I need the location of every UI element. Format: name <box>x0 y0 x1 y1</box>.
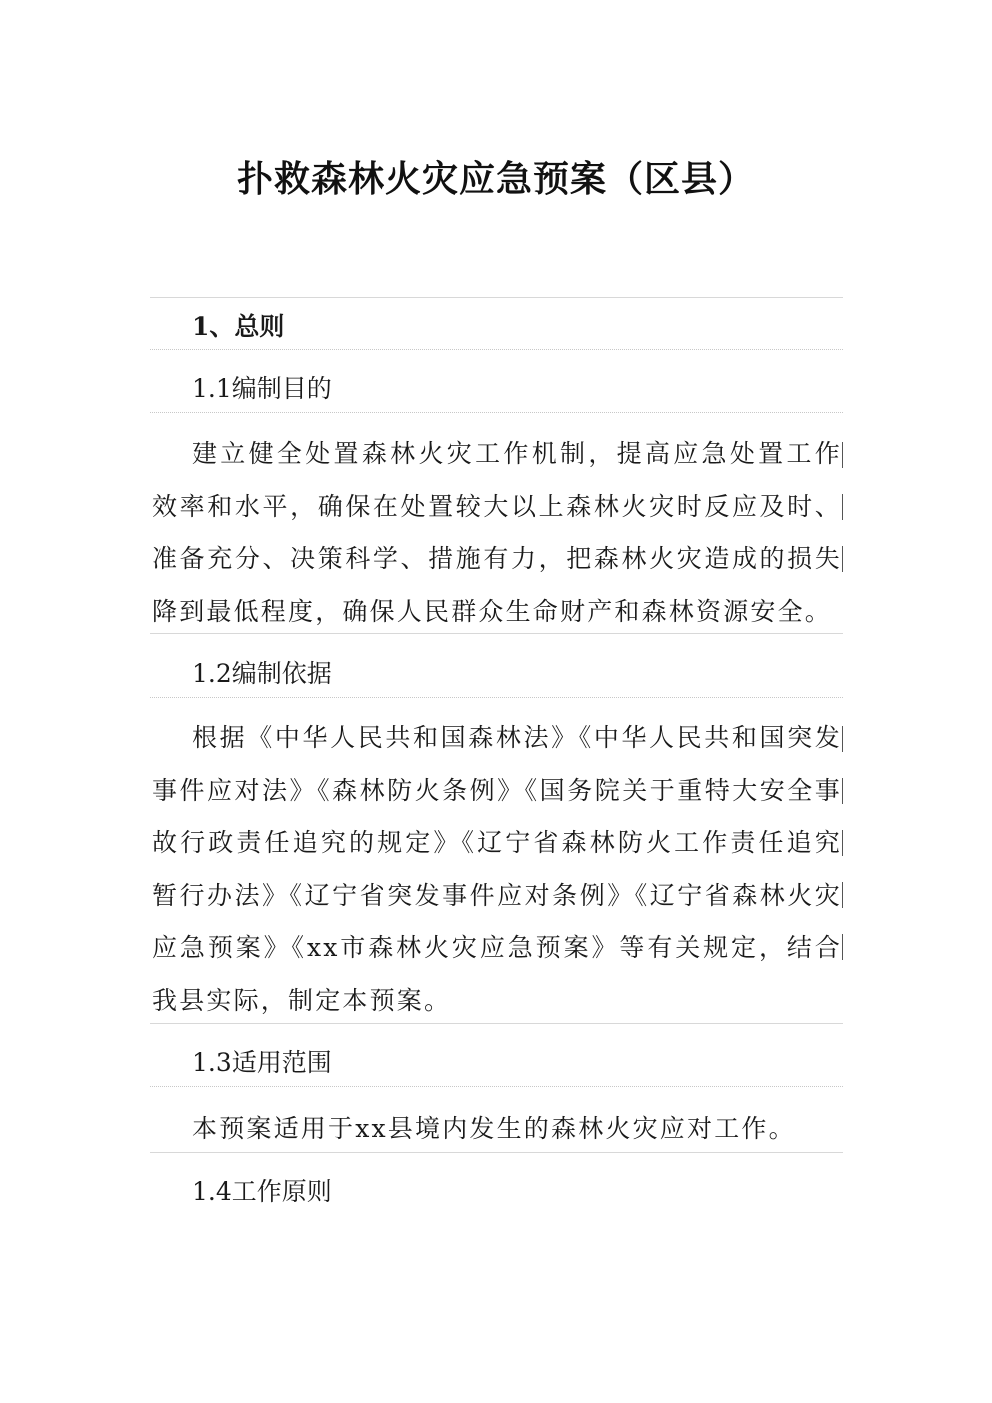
section-divider <box>150 633 843 634</box>
section-divider <box>150 697 843 698</box>
text-cursor-bar <box>842 882 843 908</box>
text-cursor-bar <box>842 934 843 960</box>
text-cursor-bar <box>842 830 843 856</box>
text-cursor-bar <box>842 778 843 804</box>
section-divider <box>150 1086 843 1087</box>
text-cursor-bar <box>842 442 843 468</box>
section-heading-general: 1、总则 <box>192 312 285 341</box>
paragraph-basis: 根据《中华人民共和国森林法》《中华人民共和国突发事件应对法》《森林防火条例》《国务院关于重特大安全事故行政责任追究的规定》《辽宁省森林防火工作责任追究暂行办法》《辽宁省突发事件应对条例》《辽宁省森林火灾应急预案》《xx市森林火灾应急预案》等有关规定，结合我县实际，制定本预案。 <box>152 723 842 1015</box>
text-cursor-bar <box>842 726 843 752</box>
section-divider <box>150 1023 843 1024</box>
subsection-heading-principles: 1.4工作原则 <box>192 1177 332 1206</box>
section-divider <box>150 297 843 298</box>
paragraph-scope: 本预案适用于xx县境内发生的森林火灾应对工作。 <box>192 1114 796 1143</box>
text-cursor-bar <box>842 546 843 572</box>
section-divider <box>150 412 843 413</box>
subsection-heading-scope: 1.3适用范围 <box>192 1048 332 1077</box>
document-title: 扑救森林火灾应急预案（区县） <box>236 158 755 200</box>
paragraph-purpose: 建立健全处置森林火灾工作机制，提高应急处置工作效率和水平，确保在处置较大以上森林火灾时反应及时、准备充分、决策科学、措施有力，把森林火灾造成的损失降到最低程度，确保人民群众生命财产和森林资源安全。 <box>152 439 842 626</box>
subsection-heading-basis: 1.2编制依据 <box>192 659 332 688</box>
section-divider <box>150 1152 843 1153</box>
text-cursor-bar <box>842 494 843 520</box>
section-divider <box>150 349 843 350</box>
subsection-heading-purpose: 1.1编制目的 <box>192 374 332 403</box>
